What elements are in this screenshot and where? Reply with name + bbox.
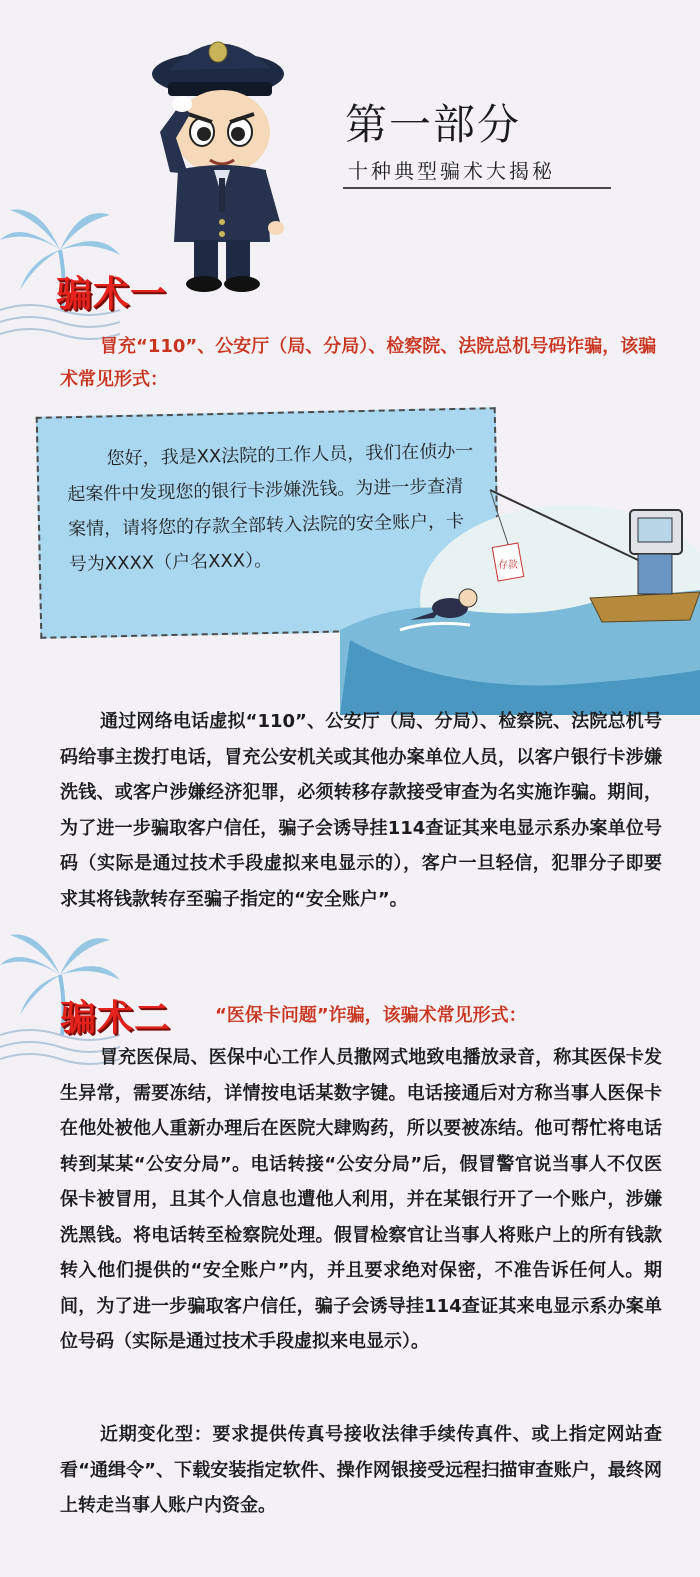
part-subtitle: 十种典型骗术大揭秘: [348, 159, 555, 183]
trick2-intro: “医保卡问题”诈骗，该骗术常见形式：: [215, 1005, 527, 1026]
part-title: 第一部分: [345, 100, 522, 149]
trick1-intro: 冒充“110”、公安厅（局、分局）、检察院、法院总机号码诈骗，该骗术常见形式：: [60, 336, 657, 390]
trick1-body: 通过网络电话虚拟“110”、公安厅（局、分局）、检察院、法院总机号码给事主拨打电话，冒充公安机关或其他办案单位人员，以客户银行卡涉嫌洗钱、或客户涉嫌经济犯罪，必须转移存款接受审查为名实施诈骗。期间，为了进一步骗取客户信任，骗子会诱导挂114查证其来电显示系办案单位号码（实际是通过技术手段虚拟来电显示的），客户一旦轻信，犯罪分子即要求其将钱款转存至骗子指定的“安全账户”。: [60, 711, 662, 910]
dialog-text: 您好，我是XX法院的工作人员，我们在侦办一起案件中发现您的银行卡涉嫌洗钱。为进一步查清案情，请将您的存款全部转入法院的安全账户，卡号为XXXX（户名XXX）。: [67, 440, 474, 576]
hook-sign-text: 存款: [498, 560, 518, 571]
trick1-heading: 骗术一: [56, 274, 168, 315]
police-officer-illustration: [130, 22, 300, 297]
title-underline: [343, 187, 611, 189]
trick2-variant: 近期变化型：要求提供传真号接收法律手续传真件、或上指定网站查看“通缉令”、下载安装指定软件、操作网银接受远程扫描审查账户，最终网上转走当事人账户内资金。: [60, 1424, 662, 1516]
fishing-scam-illustration: [340, 480, 700, 715]
trick2-heading: 骗术二: [60, 998, 172, 1039]
trick2-body: 冒充医保局、医保中心工作人员撒网式地致电播放录音，称其医保卡发生异常，需要冻结，详情按电话某数字键。电话接通后对方称当事人医保卡在他处被他人重新办理后在医院大肆购药，所以要被冻结。他可帮忙将电话转到某某“公安分局”。电话转接“公安分局”后，假冒警官说当事人不仅医保卡被冒用，且其个人信息也遭他人利用，并在某银行开了一个账户，涉嫌洗黑钱。将电话转至检察院处理。假冒检察官让当事人将账户上的所有钱款转入他们提供的“安全账户”内，并且要求绝对保密，不准告诉任何人。期间，为了进一步骗取客户信任，骗子会诱导挂114查证其来电显示系办案单位号码（实际是通过技术手段虚拟来电显示）。: [60, 1047, 662, 1352]
